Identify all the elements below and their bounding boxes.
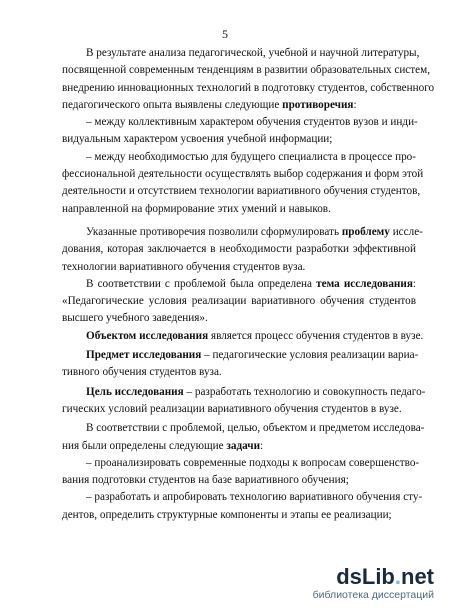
text-line: гических условий реализации вариативного обучения студентов в вузе.	[62, 402, 402, 415]
text-line: вания подготовки студентов на базе вариативного обучения;	[62, 474, 349, 487]
text-line: дования, которая заключается в необходимости разработки эффективной	[62, 243, 416, 256]
text-line: технологии вариативного обучения студентов вуза.	[62, 260, 306, 273]
text-line: В результате анализа педагогической, учебной и научной литературы,	[86, 47, 420, 59]
text-line: ния были определены следующие задачи:	[62, 439, 264, 452]
text-line: – проанализировать современные подходы к вопросам совершенство-	[86, 456, 420, 469]
watermark	[313, 566, 434, 601]
text-line: высшего учебного заведения».	[62, 312, 208, 325]
text-line: педагогического опыта выявлены следующие противоречия:	[62, 98, 357, 111]
text-line: В соответствии с проблемой, целью, объектом и предметом исследова-	[86, 422, 425, 435]
text-line: Цель исследования – разработать технологию и совокупность педаго-	[86, 385, 426, 398]
watermark-subtitle: библиотека диссертаций	[312, 589, 434, 601]
text-line: дентов, определить структурные компоненты и этапы ее реализации;	[62, 508, 392, 521]
text-line: – разработать и апробировать технологию вариативного обучения сту-	[86, 491, 423, 504]
text-line: Предмет исследования – педагогические условия реализации вариа-	[86, 349, 419, 362]
text-line: посвященной современным тенденциям в развитии образовательных систем,	[62, 64, 431, 77]
text-line: В соответствии с проблемой была определена тема исследования:	[86, 277, 416, 290]
text-line: фессиональной деятельности осуществлять выбор содержания и форм этой	[62, 168, 424, 181]
text-line: видуальным характером усвоения учебной информации;	[62, 133, 333, 146]
body-text	[62, 45, 435, 524]
text-line: «Педагогические условия реализации вариативного обучения студентов	[62, 295, 416, 308]
page-number: 5	[222, 27, 228, 41]
text-line: Объектом исследования является процесс обучения студентов в вузе.	[86, 329, 424, 342]
text-line: деятельности и отсутствием технологии вариативного обучения студентов,	[62, 185, 421, 198]
text-line: – между коллективным характером обучения студентов вузов и инди-	[86, 116, 418, 129]
watermark-logo: dsLib.net	[336, 564, 434, 589]
text-line: направленной на формирование этих умений и навыков.	[62, 202, 331, 215]
text-line: внедрению инновационных технологий в подготовку студентов, собственного	[62, 81, 435, 94]
text-line: тивного обучения студентов вуза.	[62, 366, 222, 379]
text-line: – между необходимостью для будущего специалиста в процессе про-	[86, 150, 416, 163]
text-line: Указанные противоречия позволили сформулировать проблему иссле-	[86, 225, 423, 238]
